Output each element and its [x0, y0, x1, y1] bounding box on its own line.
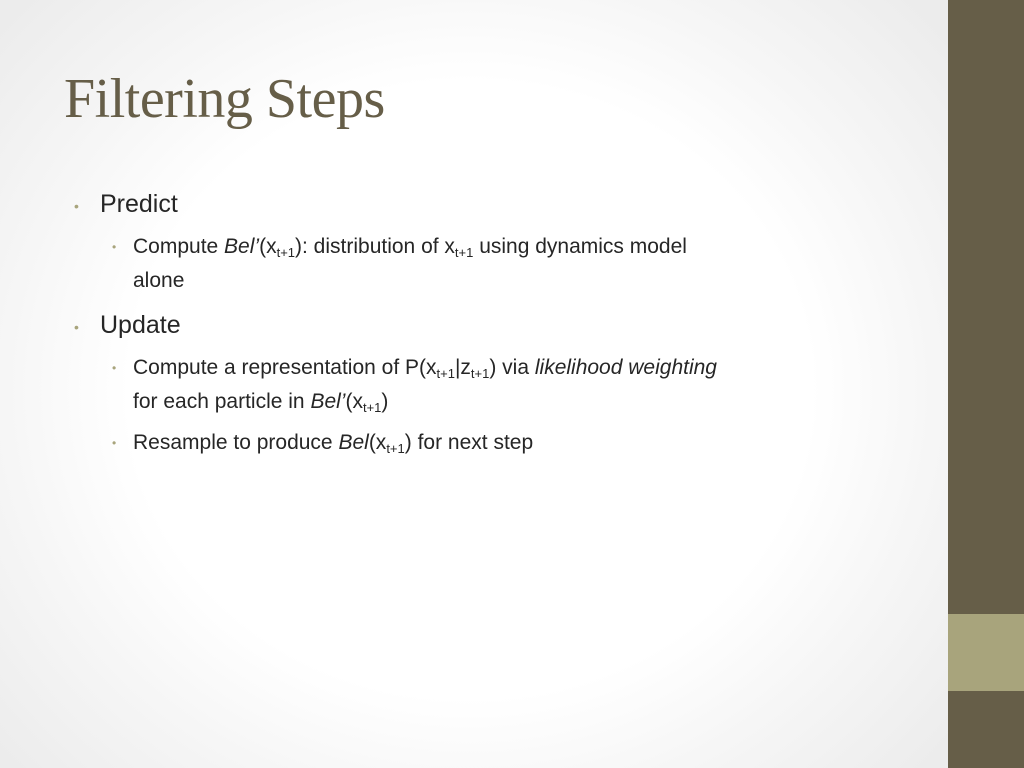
sub-bullet-line	[133, 385, 893, 419]
sub-bullet-icon: •	[112, 361, 117, 375]
text-run: ) via	[489, 356, 535, 379]
side-bar-bottom	[948, 691, 1024, 768]
sub-bullet-resample	[133, 426, 893, 460]
text-run: (x	[345, 390, 363, 413]
bullet-predict: Predict	[100, 190, 178, 218]
prime-mark: ’	[340, 390, 346, 413]
side-bar-accent	[948, 614, 1024, 691]
text-run: Resample to produce	[133, 431, 339, 454]
bel-term: Bel	[310, 390, 341, 413]
subscript: t+1	[362, 400, 382, 415]
bel-term: Bel	[338, 431, 369, 454]
sub-bullet-line	[133, 230, 893, 264]
slide-title: Filtering Steps	[64, 68, 385, 130]
bullet-icon: •	[74, 319, 79, 335]
text-run: using dynamics model	[473, 235, 687, 258]
subscript: t+1	[454, 245, 474, 260]
sub-bullet-icon: •	[112, 240, 117, 254]
sub-bullet-line	[133, 426, 893, 460]
text-run: Compute	[133, 235, 225, 258]
sub-bullet-compute-bel	[133, 230, 893, 298]
text-run: (x	[368, 431, 387, 454]
text-run: ) for next step	[404, 431, 534, 454]
text-run: Compute a representation of P(x	[133, 356, 437, 379]
sub-bullet-line	[133, 351, 893, 385]
subscript: t+1	[436, 366, 455, 381]
subscript: t+1	[470, 366, 490, 381]
side-bar-top	[948, 0, 1024, 614]
bullet-update: Update	[100, 311, 181, 339]
bullet-icon: •	[74, 198, 79, 214]
text-run: for each particle in	[133, 390, 311, 413]
likelihood-weighting-term: likelihood weighting	[534, 356, 717, 379]
sub-bullet-icon: •	[112, 436, 117, 450]
sub-bullet-compute-representation	[133, 351, 893, 419]
bel-term: Bel	[224, 235, 255, 258]
text-run: (x	[259, 235, 277, 258]
subscript: t+1	[386, 441, 405, 456]
subscript: t+1	[276, 245, 296, 260]
text-run: )	[381, 390, 389, 413]
text-run: ): distribution of x	[295, 235, 455, 258]
text-run: |z	[454, 356, 471, 379]
prime-mark: ’	[254, 235, 260, 258]
sub-bullet-line: alone	[133, 269, 185, 292]
